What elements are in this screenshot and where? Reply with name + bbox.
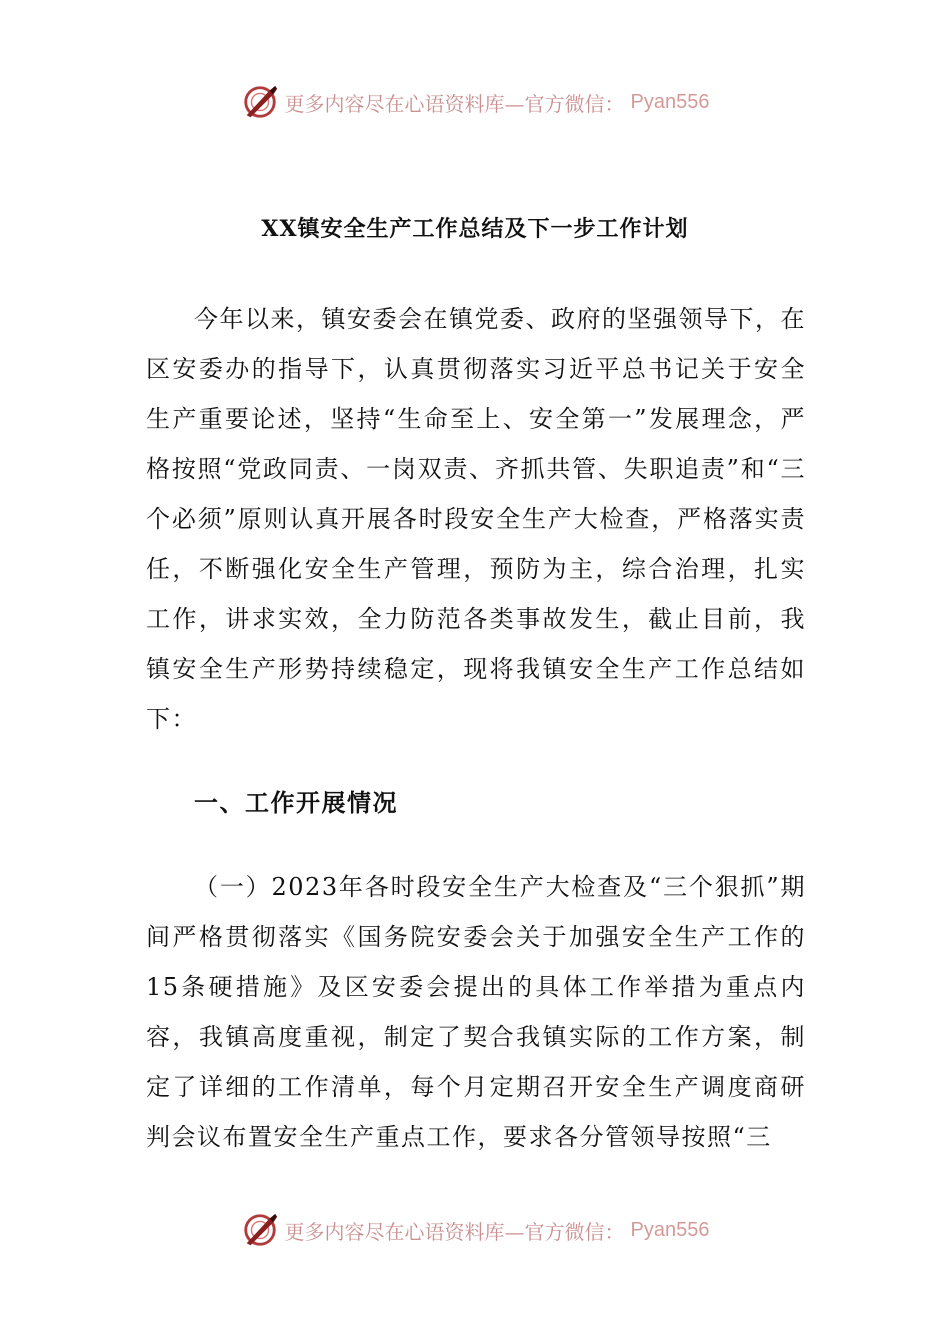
watermark-text: 更多内容尽在心语资料库—官方微信： — [284, 91, 625, 116]
pen-logo-icon — [241, 83, 279, 121]
document-title: XX镇安全生产工作总结及下一步工作计划 — [261, 216, 689, 242]
watermark-text: 更多内容尽在心语资料库—官方微信： — [284, 1219, 625, 1244]
intro-paragraph: 今年以来，镇安委会在镇党委、政府的坚强领导下，在区安委办的指导下，认真贯彻落实习近平总书记关于安全生产重要论述，坚持“生命至上、安全第一”发展理念，严格按照“党政同责、一岗双责、齐抓共管、失职追责”和“三个必须”原则认真开展各时段安全生产大检查，严格落实责任，不断强化安全生产管理，预防为主，综合治理，扎实工作，讲求实效，全力防范各类事故发生，截止目前，我镇安全生产形势持续稳定，现将我镇安全生产工作总结如下： — [146, 305, 806, 733]
watermark-footer — [0, 1208, 950, 1252]
watermark-wechat-id: Pyan556 — [630, 90, 710, 113]
watermark-header — [0, 80, 950, 124]
section-1-paragraph-1: （一）2023年各时段安全生产大检查及“三个狠抓”期间严格贯彻落实《国务院安委会关于加强安全生产工作的15条硬措施》及区安委会提出的具体工作举措为重点内容，我镇高度重视，制定了契合我镇实际的工作方案，制定了详细的工作清单，每个月定期召开安全生产调度商研判会议布置安全生产重点工作，要求各分管领导按照“三 — [146, 873, 806, 1151]
watermark-wechat-id: Pyan556 — [630, 1218, 710, 1241]
pen-logo-icon — [241, 1211, 279, 1249]
section-heading-1: 一、工作开展情况 — [194, 788, 398, 817]
document-body — [146, 294, 806, 1162]
